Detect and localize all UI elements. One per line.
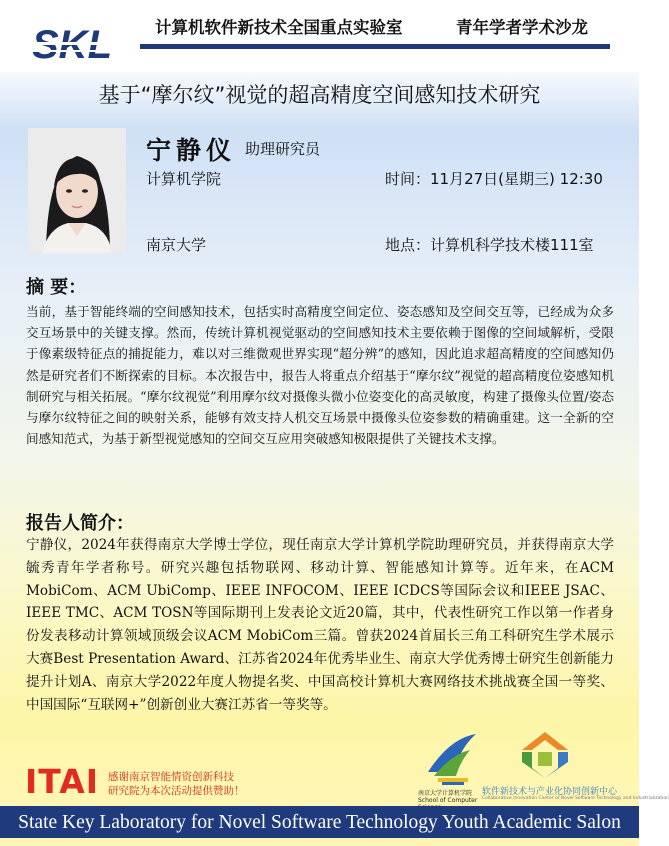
- portrait-icon: [28, 128, 126, 253]
- speaker-school: 计算机学院: [146, 170, 222, 188]
- talk-title: 基于“摩尔纹”视觉的超高精度空间感知技术研究: [98, 83, 541, 107]
- abstract-text: 当前，基于智能终端的空间感知技术，包括实时高精度空间定位、姿态感知及空间交互等，已经成为众多交互场景中的关键支撑。然而，传统计算机视觉驱动的空间感知技术主要依赖于图像的空间域解析，受限于像素级特征点的捕捉能力，难以对三维微观世界实现“超分辨”的感知，因此追求超高精度的空间感知仍然是研究者们不断探索的目标。本次报告中，报告人将重点介绍基于“摩尔纹”视觉的超高精度位姿感知机制研究与相关拓展。“摩尔纹视觉”利用摩尔纹对摄像头微小位姿变化的高灵敏度，构建了摄像头位置/姿态与摩尔纹特征之间的映射关系，能够有效支持人机交互场景中摄像头位姿参数的精确重建。这一全新的空间感知范式，为基于新型视觉感知的空间交互应用突破感知极限提供了关键技术支撑。: [26, 304, 614, 447]
- event-place: 地点：计算机科学技术楼111室: [385, 236, 594, 254]
- abstract-heading: 摘 要：: [26, 277, 87, 298]
- speaker-photo: [28, 128, 126, 253]
- nju-cs-name-en: School of Computer: [418, 797, 478, 804]
- coop-center-logo-icon: [520, 730, 570, 780]
- footer-bar: [0, 806, 639, 838]
- nju-cs-logo-icon: [420, 728, 482, 788]
- itai-logo: ITAI: [25, 762, 100, 801]
- coop-center-name: 软件新技术与产业化协同创新中心: [482, 787, 618, 797]
- speaker-name: 宁静仪: [146, 136, 237, 165]
- header-divider: [140, 44, 610, 49]
- speaker-university: 南京大学: [146, 236, 207, 254]
- bio-heading: 报告人简介：: [26, 513, 134, 534]
- bio-text: 宁静仪，2024年获得南京大学博士学位，现任南京大学计算机学院助理研究员，并获得南京大学毓秀青年学者称号。研究兴趣包括物联网、移动计算、智能感知计算等。近年来，在ACM MobiCom、ACM UbiComp、IEEE INFOCOM、IEEE ICDCS等国际会议和IEEE JSAC、IEEE TMC、ACM TOSN等国际期刊上发表论文近20篇，其中，代表性研究工作以第一作者身份发表移动计算领域顶级会议ACM MobiCom三篇。曾获2024首届长三角工科研究生学术展示大赛Best Presentation Award、江苏省2024年优秀毕业生、南京大学优秀博士研究生创新能力提升计划A、南京大学2022年度人物提名奖、中国高校计算机大赛网络技术挑战赛全国一等奖、中国国际“互联网+”创新创业大赛江苏省一等奖等。: [26, 537, 614, 713]
- lab-name: 计算机软件新技术全国重点实验室: [155, 18, 403, 37]
- sponsor-thanks-line2: 研究院为本次活动提供赞助！: [108, 785, 245, 797]
- event-time: 时间：11月27日(星期三) 12:30: [385, 170, 603, 188]
- header: [0, 0, 639, 72]
- skl-logo-icon: [30, 20, 140, 66]
- sponsor-thanks: [108, 770, 245, 798]
- nju-cs-name-cn: 南京大学计算机学院: [418, 790, 473, 797]
- footer-text: State Key Laboratory for Novel Software Technology Youth Academic Salon: [18, 812, 621, 833]
- series-name: 青年学者学术沙龙: [456, 18, 588, 37]
- coop-center-name-en: Collaborative Innovation Center of Novel Software Technology and Industrialization: [482, 796, 669, 801]
- speaker-position: 助理研究员: [245, 140, 321, 158]
- sponsor-thanks-line1: 感谢南京智能情资创新科技: [108, 771, 234, 783]
